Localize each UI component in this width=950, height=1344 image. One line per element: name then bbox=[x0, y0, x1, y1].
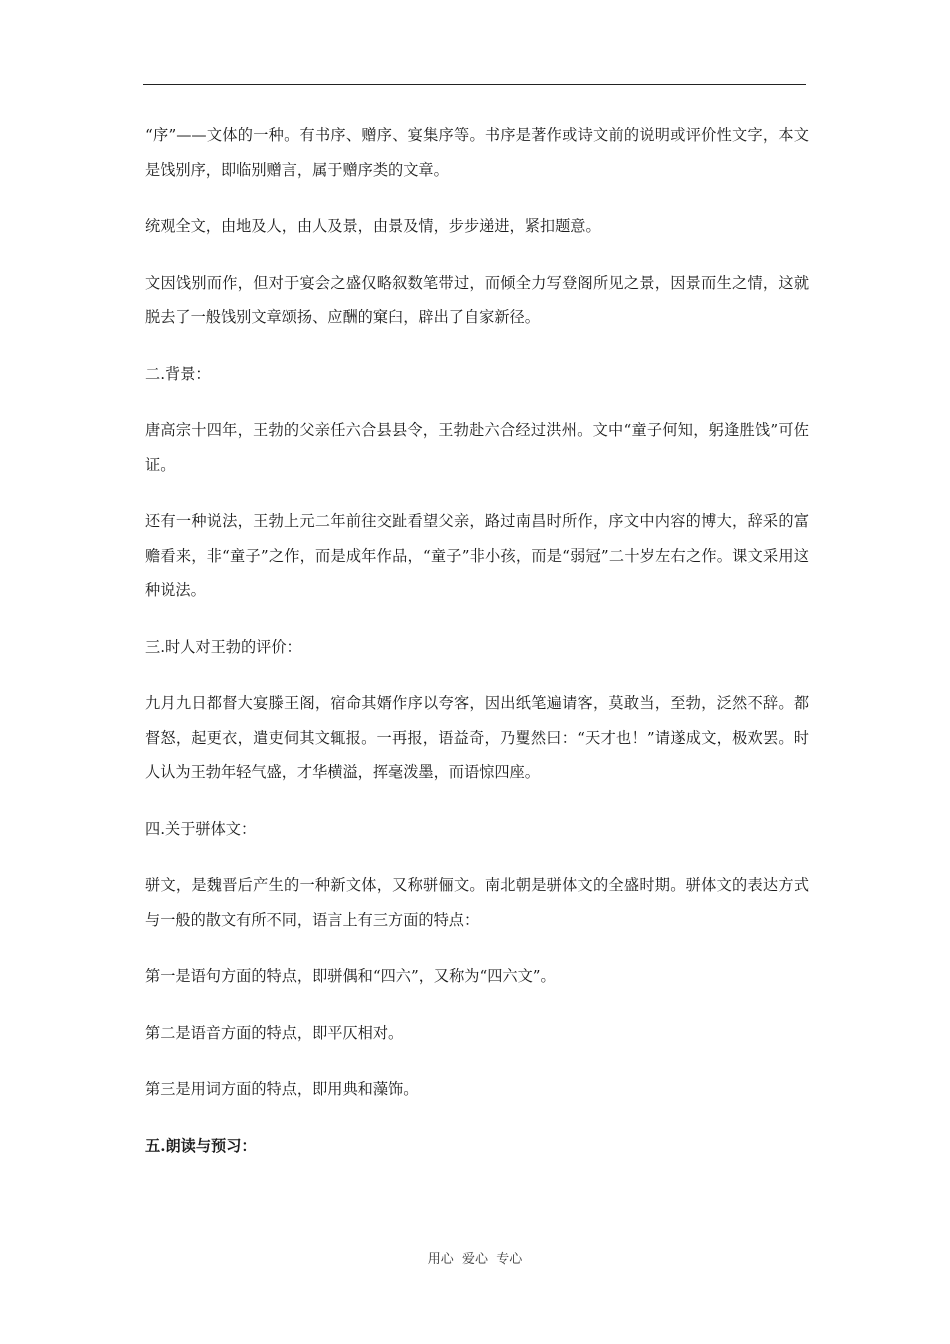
paragraph-structure-overview: 统观全文，由地及人，由人及景，由景及情，步步递进，紧扣题意。 bbox=[145, 217, 601, 235]
paragraph-preface-definition: “序”——文体的一种。有书序、赠序、宴集序等。书序是著作或诗文前的说明或评价性文字，本文是饯别序，即临别赠言，属于赠序类的文章。 bbox=[145, 126, 809, 179]
page-footer: 用心 爱心 专心 bbox=[427, 1252, 523, 1267]
paragraph-parallel-prose-intro: 骈文，是魏晋后产生的一种新文体，又称骈俪文。南北朝是骈体文的全盛时期。骈体文的表达方式与一般的散文有所不同，语言上有三方面的特点： bbox=[145, 876, 809, 929]
paragraph-writing-focus: 文因饯别而作，但对于宴会之盛仅略叙数笔带过，而倾全力写登阁所见之景，因景而生之情，这就脱去了一般饯别文章颂扬、应酬的窠臼，辟出了自家新径。 bbox=[145, 273, 809, 326]
heading-reading-preview: 五.朗读与预习： bbox=[145, 1136, 257, 1155]
heading-parallel-prose: 四.关于骈体文： bbox=[145, 819, 257, 838]
paragraph-contemporary-evaluation: 九月九日都督大宴滕王阁，宿命其婿作序以夸客，因出纸笔遍请客，莫敢当，至勃，泛然不辞。都督怒，起更衣，遣吏伺其文辄报。一再报，语益奇，乃矍然曰：“天才也！”请遂成文，极欢罢。时人认为王勃年轻气盛，才华横溢，挥毫泼墨，而语惊四座。 bbox=[145, 694, 809, 781]
paragraph-background-2: 还有一种说法，王勃上元二年前往交趾看望父亲，路过南昌时所作，序文中内容的博大，辞采的富赡看来，非“童子”之作，而是成年作品，“童子”非小孩，而是“弱冠”二十岁左右之作。课文采用这种说法。 bbox=[145, 512, 809, 599]
paragraph-feature-1: 第一是语句方面的特点，即骈偶和“四六”，又称为“四六文”。 bbox=[145, 967, 556, 985]
heading-background: 二.背景： bbox=[145, 364, 211, 383]
paragraph-feature-2: 第二是语音方面的特点，即平仄相对。 bbox=[145, 1023, 404, 1042]
paragraph-background-1: 唐高宗十四年，王勃的父亲任六合县县令，王勃赴六合经过洪州。文中“童子何知，躬逢胜饯”可佐证。 bbox=[145, 421, 809, 474]
header-rule bbox=[143, 84, 806, 85]
paragraph-feature-3: 第三是用词方面的特点，即用典和藻饰。 bbox=[145, 1080, 419, 1098]
heading-contemporary-evaluation: 三.时人对王勃的评价： bbox=[145, 637, 302, 656]
document-body bbox=[145, 118, 809, 1163]
